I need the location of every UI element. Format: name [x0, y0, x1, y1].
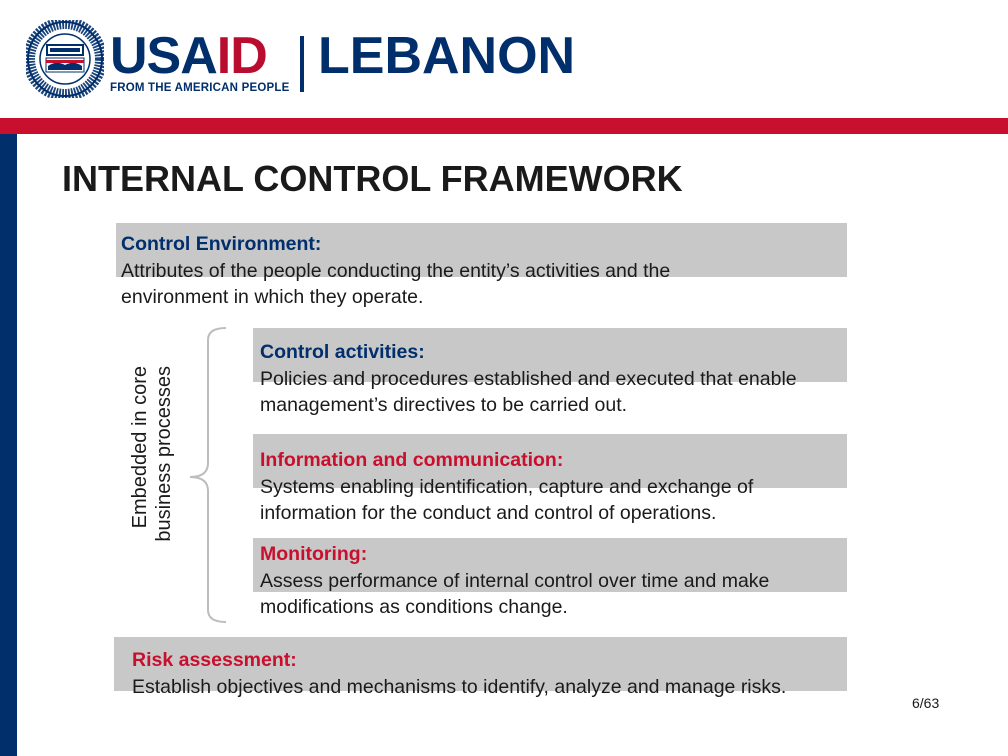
monitoring-heading: Monitoring:: [260, 543, 368, 565]
monitoring-body: Assess performance of internal control over time and make modifications as conditions change.: [260, 569, 770, 618]
wordmark-usa: USA: [110, 27, 217, 85]
usaid-wordmark: [110, 27, 267, 85]
information-communication-text: [260, 447, 840, 527]
risk-assessment-heading: Risk assessment:: [132, 649, 297, 671]
logo-tagline: FROM THE AMERICAN PEOPLE: [110, 82, 290, 94]
monitoring-text: [260, 541, 845, 621]
control-activities-text: [260, 339, 820, 419]
control-activities-heading: Control activities:: [260, 341, 425, 363]
grouping-brace: [186, 326, 232, 624]
logo-divider: [300, 36, 304, 92]
wordmark-id: ID: [216, 27, 267, 85]
header-red-band: [0, 118, 1008, 134]
control-environment-body: Attributes of the people conducting the entity’s activities and the environment in which they operate.: [121, 259, 671, 308]
slide-title: INTERNAL CONTROL FRAMEWORK: [62, 158, 683, 199]
left-navy-bar: [0, 134, 17, 756]
information-communication-heading: Information and communication:: [260, 449, 564, 471]
vertical-label-line-1: Embedded in core: [129, 366, 151, 529]
information-communication-body: Systems enabling identification, capture and exchange of information for the conduct and control of operations.: [260, 475, 754, 524]
control-environment-text: [121, 231, 781, 311]
wordmark-country: LEBANON: [318, 27, 576, 85]
control-environment-heading: Control Environment:: [121, 233, 322, 255]
control-activities-body: Policies and procedures established and executed that enable management’s directives to be carried out.: [260, 367, 797, 416]
page-number: 6/63: [912, 695, 940, 711]
risk-assessment-text: [132, 647, 822, 700]
vertical-label-line-2: business processes: [153, 366, 175, 542]
header: [0, 0, 1008, 118]
risk-assessment-body: Establish objectives and mechanisms to identify, analyze and manage risks.: [132, 675, 787, 698]
embedded-vertical-label: [128, 366, 176, 586]
usaid-seal-icon: [26, 20, 104, 98]
